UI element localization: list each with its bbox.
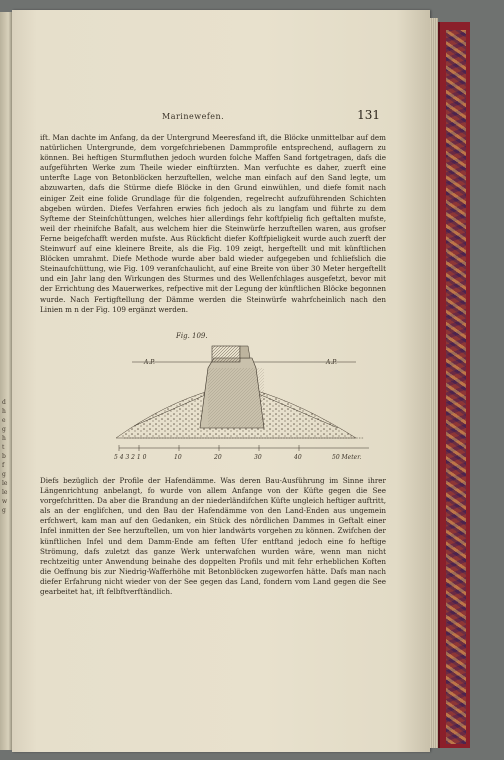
scale-unit-label: 50 Meter. (332, 454, 362, 461)
previous-page-edge (0, 12, 12, 750)
body-text-lower (40, 476, 386, 606)
scale-small-units: 5 4 3 2 1 0 (114, 454, 147, 461)
paragraph: Diefs bezüglich der Profile der Hafendämme. Was deren Bau-Ausführung im Sinne ihrer Längenrichtung anbelangt, fo wurde von allem Anfange von der Küfte gegen die See vorgefchritten. Da aber die Brandung an der niederländifchen Küfte ungleich heftiger auftritt, als an der englifchen, und den Bau der Hafendämme von den Land-Enden aus ungemein erfchwert, kam man auf den Gedanken, ein Stück des nördlichen Dammes in Geftalt einer Infel inmitten der See herzuftellen, um von hier landwärts vorgehen zu können. Zwifchen der künftlichen Infel und dem Damm-Ende am feften Ufer entftand jedoch eine fo heftige Strömung, dafs zuletzt das ganze Werk unterwafchen wurden wäre, wenn man nicht rechtzeitig unter Anwendung beinahe des doppelten Profils und mit fehr erheblichen Koften die Oeffnung bis zur Niedrig-Wafferhöhe mit Betonblöcken zugeworfen hätte. Dafs man nach diefer Erfahrung nicht wieder von der See gegen das Land, fondern vom Land gegen die See gearbeitet hat, ift felbftverftändlich. (40, 476, 386, 597)
parapet-cap (240, 346, 250, 358)
figure-109 (94, 332, 394, 472)
figure-caption: Fig. 109. (176, 332, 208, 340)
book-page (12, 10, 430, 752)
wall-shading (208, 368, 264, 428)
margin-char: g (2, 471, 6, 478)
margin-char: d (2, 399, 6, 406)
previous-page-margin-text (2, 398, 11, 515)
margin-char: le (2, 480, 8, 487)
paragraph: ift. Man dachte im Anfang, da der Untergrund Meeresfand ift, die Blöcke unmittelbar auf dem natürlichen Untergrunde, dem vorgefchriebenen Dammprofile entsprechend, auflagern zu können. Bei heftigen Sturmfluthen jedoch wurden folche Maffen Sand fortgetragen, dafs die aufgeführten Werke zum Theile wieder einftürzten. Man verfuchte es daher, zuerft eine unterfte Lage von Betonblöcken herzuftellen, welche man einfach auf den Sand legte, um abzuwarten, dafs die Stürme diefe Blöcke in den Grund einwühlen, und diefe fomit nach einiger Zeit eine folide Grundlage für die folgenden, regelrecht aufzuführenden Schichten abgeben würden. Diefes Verfahren erwies fich jedoch als zu langfam und führte zu dem Syfteme der Steinfchüttungen, welches hier allerdings fehr koftfpielig fich geftalten mufste, weil der rheinifche Bafalt, aus welchem hier die Steinwürfe herzuftellen waren, aus grofser Ferne beigefchafft werden mufste. Aus Rückficht diefer Koftfpieligkeit wurde auch zuerft der Steinwurf auf eine kleinere Breite, als die Fig. 109 zeigt, hergeftellt und mit künftlichen Blöcken umrahmt. Diefe Methode wurde aber bald wieder aufgegeben und fchliefslich die Steinaufchüttung, wie Fig. 109 veranfchaulicht, auf eine Breite von über 30 Meter hergeftellt und ein Jahr lang den Wirkungen des Sturmes und des Wellenfchlages ausgefetzt, bevor mit der Errichtung des Mauerwerkes, refpective mit der Legung der künftlichen Blöcke begonnen wurde. Nach Fertigftellung der Dämme werden die Steinwürfe wahrfcheinlich nach den Linien m n der Fig. 109 ergänzt werden. (40, 133, 386, 314)
scale-tick-10: 10 (174, 454, 182, 461)
margin-char: f (2, 462, 5, 469)
body-text-upper (40, 133, 386, 329)
scale-tick-30: 30 (254, 454, 262, 461)
water-level-label-right: A.P. (326, 359, 337, 366)
running-head: Marinewefen. (162, 112, 225, 121)
page-stack-edge (430, 18, 438, 748)
page-header (52, 108, 380, 128)
margin-char: h (2, 408, 6, 415)
margin-char: e (2, 417, 6, 424)
margin-char: g (2, 507, 6, 514)
breakwater-cross-section (94, 332, 394, 472)
marbled-endpaper (446, 30, 466, 744)
margin-char: t (2, 444, 5, 451)
margin-char: le (2, 489, 8, 496)
water-level-label-left: A.P. (144, 359, 155, 366)
margin-char: h (2, 435, 6, 442)
parapet-block (212, 346, 240, 362)
scale-tick-40: 40 (294, 454, 302, 461)
page-number: 131 (357, 108, 380, 122)
scale-tick-20: 20 (214, 454, 222, 461)
margin-char: b (2, 453, 6, 460)
margin-char: g (2, 426, 6, 433)
margin-char: w (2, 498, 8, 505)
